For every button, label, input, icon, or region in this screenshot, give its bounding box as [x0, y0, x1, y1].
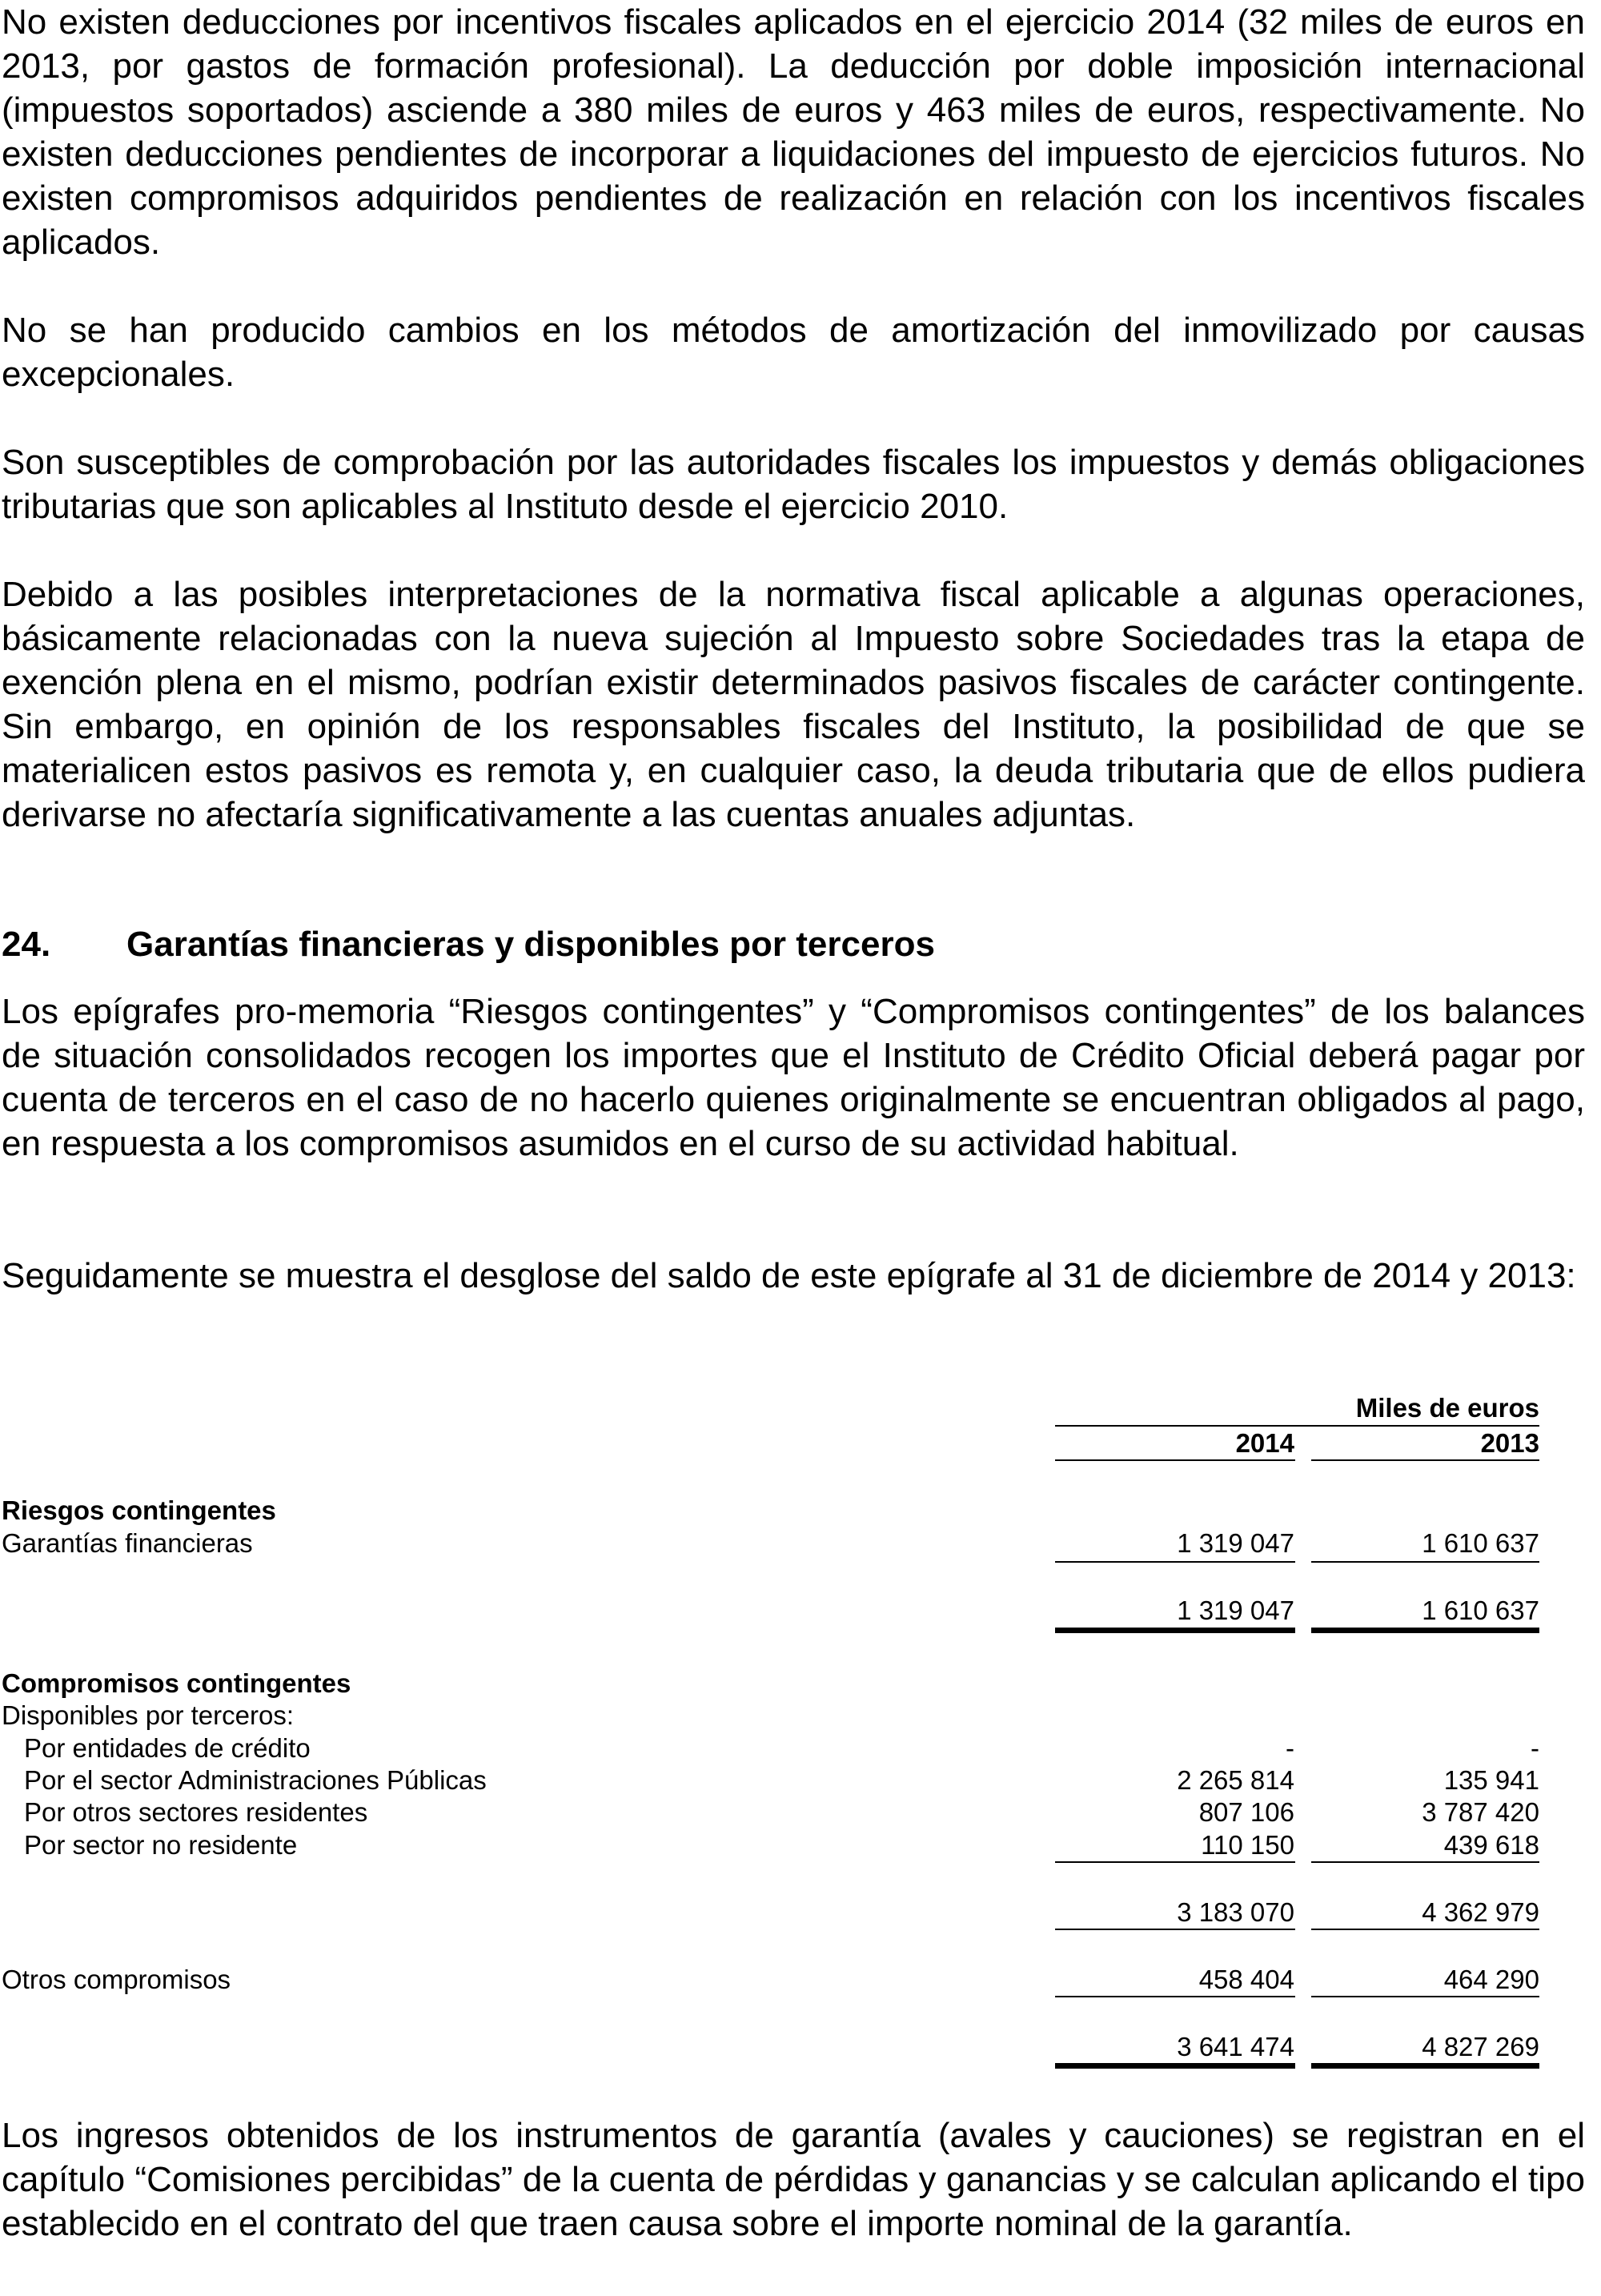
- garantias-2013: 1 610 637: [1422, 1528, 1539, 1558]
- riesgos-total-2013: 1 610 637: [1422, 1596, 1539, 1625]
- unit-header: Miles de euros: [1355, 1393, 1539, 1423]
- total-rule: [1055, 2063, 1295, 2069]
- row-value-2013: 439 618: [1443, 1830, 1539, 1860]
- row-value-2014: 2 265 814: [1177, 1765, 1294, 1795]
- paragraph-epigrafes: Los epígrafes pro-memoria “Riesgos contingentes” y “Compromisos contingentes” de los balances de situación consolidados recogen los importes que el Instituto de Crédito Oficial deberá pagar por cuenta de terceros en el caso de no hacerlo quienes originalmente se encuentran obligados al pago, en respuesta a los compromisos asumidos en el curso de su actividad habitual.: [2, 992, 1585, 1163]
- year-rule-2014: [1055, 1459, 1295, 1461]
- disponibles-total-2013: 4 362 979: [1422, 1897, 1539, 1927]
- paragraph-desglose-intro: Seguidamente se muestra el desglose del saldo de este epígrafe al 31 de diciembre de 2014 y 2013:: [2, 1256, 1576, 1295]
- row-label: Por entidades de crédito: [24, 1733, 311, 1763]
- rule: [1311, 1561, 1539, 1563]
- garantias-label: Garantías financieras: [2, 1528, 253, 1558]
- otros-2013: 464 290: [1443, 1965, 1539, 1994]
- year-rule-2013: [1311, 1459, 1539, 1461]
- paragraph-amortizacion: No se han producido cambios en los métodos de amortización del inmovilizado por causas excepcionales.: [2, 311, 1585, 394]
- section-number: 24.: [2, 925, 51, 964]
- grand-total-2014: 3 641 474: [1177, 2032, 1294, 2061]
- row-value-2014: 807 106: [1198, 1797, 1294, 1827]
- row-label: Por otros sectores residentes: [24, 1797, 368, 1827]
- row-value-2013: 135 941: [1443, 1765, 1539, 1795]
- year-2014-header: 2014: [1235, 1428, 1294, 1458]
- riesgos-total-2014: 1 319 047: [1177, 1596, 1294, 1625]
- grand-total-2013: 4 827 269: [1422, 2032, 1539, 2061]
- garantias-2014: 1 319 047: [1177, 1528, 1294, 1558]
- rule: [1055, 1861, 1295, 1863]
- otros-2014: 458 404: [1198, 1965, 1294, 1994]
- section-heading: [2, 922, 935, 966]
- row-value-2013: 3 787 420: [1422, 1797, 1539, 1827]
- row-label: Por el sector Administraciones Públicas: [24, 1765, 487, 1795]
- rule: [1311, 1861, 1539, 1863]
- disponibles-label: Disponibles por terceros:: [2, 1700, 294, 1730]
- disponibles-total-2014: 3 183 070: [1177, 1897, 1294, 1927]
- header-rule: [1055, 1425, 1539, 1427]
- rule: [1055, 1929, 1295, 1930]
- paragraph-pasivos-contingentes: Debido a las posibles interpretaciones de la normativa fiscal aplicable a algunas operaciones, básicamente relacionadas con la nueva sujeción al Impuesto sobre Sociedades tras la etapa de exención plena en el mismo, podrían existir determinados pasivos fiscales de carácter contingente. Sin embargo, en opinión de los responsables fiscales del Instituto, la posibilidad de que se materialicen estos pasivos es remota y, en cualquier caso, la deuda tributaria que de ellos pudiera derivarse no afectaría significativamente a las cuentas anuales adjuntas.: [2, 575, 1585, 834]
- total-rule: [1311, 1628, 1539, 1633]
- rule: [1055, 1561, 1295, 1563]
- row-label: Por sector no residente: [24, 1830, 298, 1860]
- paragraph-ingresos: Los ingresos obtenidos de los instrumentos de garantía (avales y cauciones) se registran en el capítulo “Comisiones percibidas” de la cuenta de pérdidas y ganancias y se calculan aplicando el tipo establecido en el contrato del que traen causa sobre el importe nominal de la garantía.: [2, 2116, 1585, 2243]
- otros-label: Otros compromisos: [2, 1965, 231, 1994]
- riesgos-title: Riesgos contingentes: [2, 1495, 276, 1525]
- year-2013-header: 2013: [1480, 1428, 1539, 1458]
- rule: [1055, 1996, 1295, 1997]
- paragraph-deducciones: No existen deducciones por incentivos fiscales aplicados en el ejercicio 2014 (32 miles de euros en 2013, por gastos de formación profesional). La deducción por doble imposición internacional (impuestos soportados) asciende a 380 miles de euros y 463 miles de euros, respectivamente. No existen deducciones pendientes de incorporar a liquidaciones del impuesto de ejercicios futuros. No existen compromisos adquiridos pendientes de realización en relación con los incentivos fiscales aplicados.: [2, 2, 1585, 262]
- row-value-2013: -: [1531, 1733, 1539, 1763]
- row-value-2014: 110 150: [1201, 1830, 1294, 1860]
- rule: [1311, 1929, 1539, 1930]
- compromisos-title: Compromisos contingentes: [2, 1668, 351, 1698]
- section-title: Garantías financieras y disponibles por terceros: [126, 925, 935, 964]
- row-value-2014: -: [1286, 1733, 1294, 1763]
- total-rule: [1055, 1628, 1295, 1633]
- total-rule: [1311, 2063, 1539, 2069]
- rule: [1311, 1996, 1539, 1997]
- paragraph-comprobacion: Son susceptibles de comprobación por las autoridades fiscales los impuestos y demás obligaciones tributarias que son aplicables al Instituto desde el ejercicio 2010.: [2, 443, 1585, 526]
